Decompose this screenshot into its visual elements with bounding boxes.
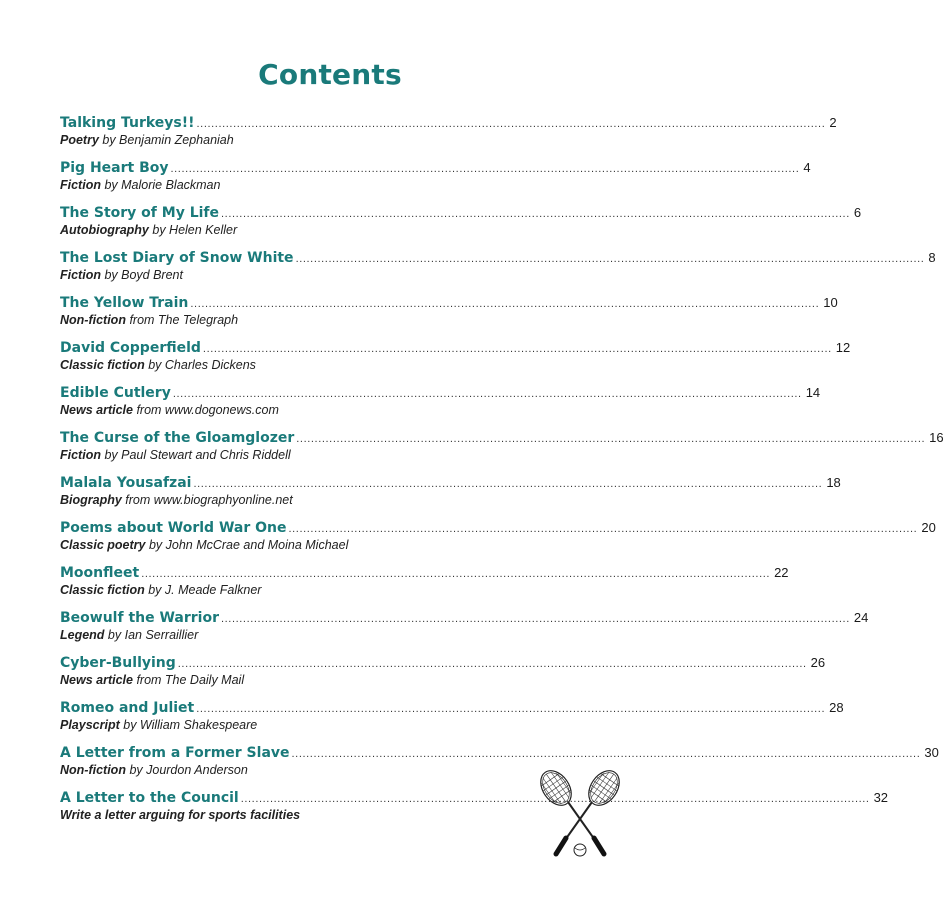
entry-title[interactable]: Edible Cutlery — [60, 385, 171, 401]
toc-entry — [60, 698, 844, 743]
entry-title[interactable]: Malala Yousafzai — [60, 475, 192, 491]
page-number: 14 — [805, 385, 821, 400]
table-of-contents — [60, 113, 944, 833]
toc-entry — [60, 743, 939, 788]
dot-leader: ............................................................................................................................................................................ — [177, 658, 807, 670]
entry-source: by John McCrae and Moina Michael — [145, 538, 349, 552]
entry-genre: News article — [60, 673, 133, 687]
page-number: 22 — [774, 565, 789, 580]
dot-leader: ............................................................................................................................................................................ — [196, 703, 826, 715]
entry-source: by Ian Serraillier — [104, 628, 199, 642]
entry-source: by Helen Keller — [148, 223, 238, 237]
entry-title[interactable]: Poems about World War One — [60, 520, 287, 536]
page-title: Contents — [258, 58, 402, 91]
entry-source: from The Daily Mail — [132, 673, 245, 687]
dot-leader: ............................................................................................................................................................................ — [190, 298, 820, 310]
entry-title[interactable]: Pig Heart Boy — [60, 160, 169, 176]
entry-genre: Classic fiction — [60, 583, 145, 597]
entry-title[interactable]: A Letter from a Former Slave — [60, 745, 290, 761]
page-number: 12 — [835, 340, 851, 355]
toc-entry-final — [60, 788, 889, 833]
entry-genre: Fiction — [60, 178, 101, 192]
entry-title[interactable]: Beowulf the Warrior — [60, 610, 219, 626]
page-number: 24 — [853, 610, 869, 625]
entry-genre: News article — [60, 403, 133, 417]
toc-entry — [60, 383, 821, 428]
entry-source: by Benjamin Zephaniah — [98, 133, 234, 147]
entry-source: by Paul Stewart and Chris Riddell — [100, 448, 291, 462]
entry-title[interactable]: Romeo and Juliet — [60, 700, 195, 716]
page-number: 8 — [928, 250, 936, 265]
entry-title[interactable]: Moonfleet — [60, 565, 140, 581]
dot-leader: ............................................................................................................................................................................ — [221, 613, 850, 625]
page-number: 4 — [803, 160, 811, 175]
entry-genre: Classic poetry — [60, 538, 146, 552]
page-number: 16 — [929, 430, 944, 445]
entry-source: by Boyd Brent — [100, 268, 183, 282]
entry-title[interactable]: Talking Turkeys!! — [60, 115, 195, 131]
dot-leader: ............................................................................................................................................................................ — [295, 253, 925, 265]
toc-entry — [60, 293, 838, 338]
toc-entry — [60, 203, 862, 248]
toc-entry — [60, 473, 841, 518]
page-number: 28 — [829, 700, 844, 715]
dot-leader: ............................................................................................................................................................................ — [296, 433, 926, 445]
toc-entry — [60, 653, 826, 698]
toc-entry — [60, 518, 936, 563]
dot-leader: ............................................................................................................................................................................ — [221, 208, 850, 220]
entry-title[interactable]: The Story of My Life — [60, 205, 220, 221]
entry-genre: Fiction — [60, 268, 101, 282]
entry-source: from The Telegraph — [125, 313, 239, 327]
dot-leader: ............................................................................................................................................................................ — [288, 523, 918, 535]
entry-title[interactable]: The Curse of the Gloamglozer — [60, 430, 295, 446]
toc-entry — [60, 113, 837, 158]
entry-genre: Playscript — [60, 718, 120, 732]
entry-source: from www.dogonews.com — [132, 403, 279, 417]
toc-entry — [60, 608, 869, 653]
entry-title[interactable]: The Lost Diary of Snow White — [60, 250, 294, 266]
page-number: 18 — [826, 475, 841, 490]
entry-source: by Jourdon Anderson — [125, 763, 248, 777]
entry-source: by William Shakespeare — [119, 718, 258, 732]
toc-entry — [60, 428, 944, 473]
entry-genre: Non-fiction — [60, 763, 126, 777]
dot-leader: ............................................................................................................................................................................ — [240, 793, 870, 805]
page-number: 30 — [924, 745, 939, 760]
page-number: 2 — [829, 115, 837, 130]
dot-leader: ............................................................................................................................................................................ — [193, 478, 823, 490]
tennis-racquets-icon — [532, 764, 628, 864]
entry-genre: Biography — [60, 493, 122, 507]
entry-genre: Autobiography — [60, 223, 149, 237]
entry-title[interactable]: Cyber-Bullying — [60, 655, 176, 671]
entry-source: by Charles Dickens — [144, 358, 256, 372]
toc-entry — [60, 248, 936, 293]
dot-leader: ............................................................................................................................................................................ — [196, 118, 826, 130]
entry-title[interactable]: A Letter to the Council — [60, 790, 239, 806]
dot-leader: ............................................................................................................................................................................ — [202, 343, 832, 355]
dot-leader: ............................................................................................................................................................................ — [141, 568, 771, 580]
entry-source: by J. Meade Falkner — [144, 583, 262, 597]
entry-title[interactable]: David Copperfield — [60, 340, 201, 356]
toc-entry — [60, 338, 851, 383]
entry-genre: Fiction — [60, 448, 101, 462]
entry-task: Write a letter arguing for sports facilities — [60, 808, 301, 822]
entry-source: from www.biographyonline.net — [121, 493, 293, 507]
dot-leader: ............................................................................................................................................................................ — [291, 748, 921, 760]
page-number: 6 — [853, 205, 862, 220]
toc-entry — [60, 563, 789, 608]
page-number: 20 — [921, 520, 936, 535]
dot-leader: ............................................................................................................................................................................ — [172, 388, 802, 400]
page-number: 32 — [873, 790, 889, 805]
entry-source: by Malorie Blackman — [100, 178, 221, 192]
entry-genre: Non-fiction — [60, 313, 126, 327]
page-number: 26 — [810, 655, 826, 670]
entry-genre: Poetry — [60, 133, 99, 147]
entry-genre: Legend — [60, 628, 105, 642]
entry-title[interactable]: The Yellow Train — [60, 295, 189, 311]
dot-leader: ............................................................................................................................................................................ — [170, 163, 800, 175]
toc-entry — [60, 158, 811, 203]
page-number: 10 — [823, 295, 838, 310]
entry-genre: Classic fiction — [60, 358, 145, 372]
